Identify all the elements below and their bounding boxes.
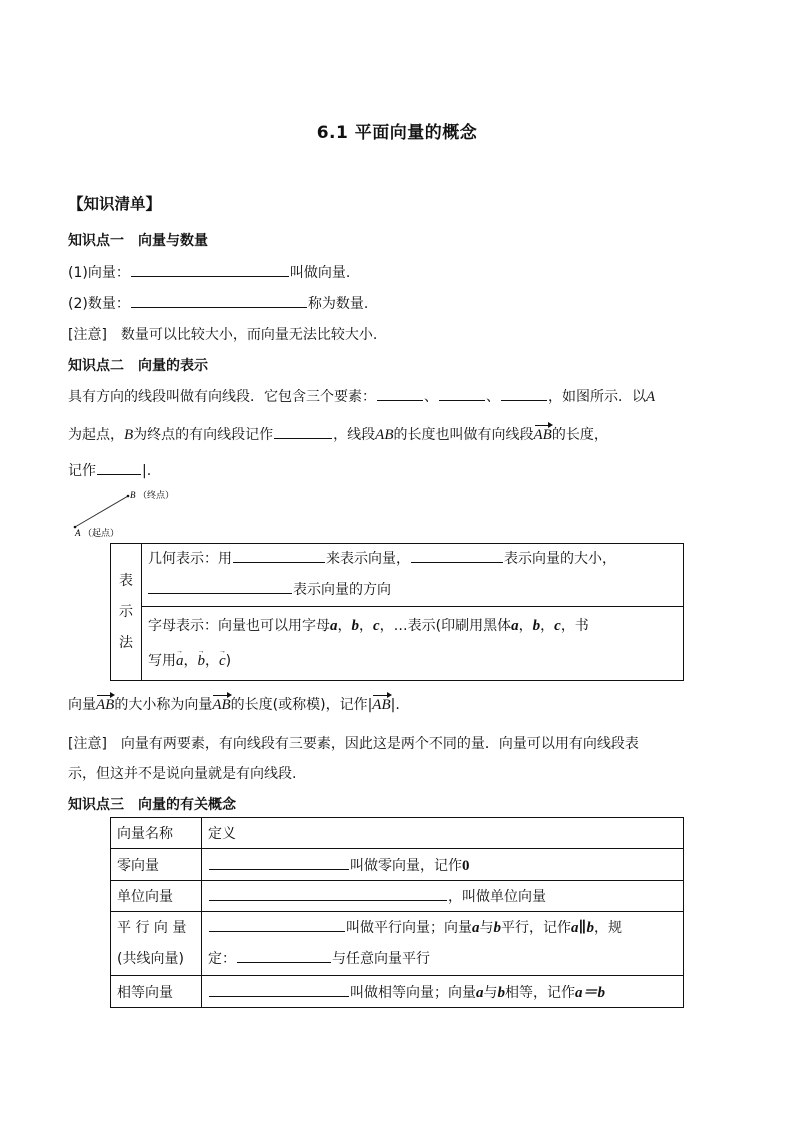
table-row <box>111 849 684 881</box>
blank[interactable] <box>209 886 447 901</box>
page-title: 6.1 平面向量的概念 <box>316 123 478 143</box>
blank[interactable] <box>233 548 325 563</box>
segment-ab <box>75 496 128 527</box>
zero-vector-def: 叫做零向量，记作0 <box>202 849 684 881</box>
blank[interactable] <box>274 424 332 439</box>
blank[interactable] <box>411 548 503 563</box>
equal-vector-name: 相等向量 <box>111 976 202 1008</box>
blank[interactable] <box>148 579 292 594</box>
kp2-para3: 记作 |. <box>68 460 151 480</box>
kp1-line1: (1)向量： 叫做向量. <box>68 262 350 282</box>
equal-vector-def: 叫做相等向量；向量a与b相等，记作a＝b <box>202 976 684 1008</box>
zero-vector-name: 零向量 <box>111 849 202 881</box>
kp2-note-line2: 示，但这并不是说向量就是有向线段. <box>68 766 297 782</box>
diagram-label-b: B <box>130 490 136 500</box>
table-row <box>111 912 684 976</box>
kp2-modulus-line: 向量AB的大小称为向量AB的长度(或称模)，记作|AB|. <box>68 697 400 713</box>
blank[interactable] <box>131 293 307 308</box>
method-label-cell: 表示法 <box>111 544 142 681</box>
blank[interactable] <box>501 386 547 401</box>
point-b <box>127 495 130 498</box>
kp1-line2: (2)数量： 称为数量. <box>68 293 368 313</box>
kp2-heading: 知识点二 向量的表示 <box>68 358 208 374</box>
diagram-label-a: A <box>75 528 81 538</box>
blank[interactable] <box>97 460 141 475</box>
unit-vector-name: 单位向量 <box>111 881 202 912</box>
diagram-label-start: （起点） <box>83 529 120 539</box>
parallel-vector-def: 叫做平行向量；向量a与b平行，记作a∥b，规 定： 与任意向量平行 <box>202 912 684 976</box>
blank[interactable] <box>237 948 331 963</box>
section-heading: 【知识清单】 <box>68 195 162 213</box>
kp1-heading: 知识点一 向量与数量 <box>68 233 208 249</box>
header-name: 向量名称 <box>111 818 202 849</box>
table-row <box>111 976 684 1008</box>
diagram-label-end: （终点） <box>138 491 175 501</box>
blank[interactable] <box>439 386 485 401</box>
representation-table <box>110 543 684 681</box>
kp2-para1: 具有方向的线段叫做有向线段．它包含三个要素： 、 、 ，如图所示．以A <box>68 386 655 406</box>
header-definition: 定义 <box>202 818 684 849</box>
table-row <box>111 881 684 912</box>
directed-segment-diagram <box>66 486 196 542</box>
kp3-heading: 知识点三 向量的有关概念 <box>68 797 236 813</box>
kp2-note-line1: [注意] 向量有两要素，有向线段有三要素，因此这是两个不同的量．向量可以用有向线段表 <box>68 736 639 752</box>
blank[interactable] <box>209 982 349 997</box>
blank[interactable] <box>377 386 423 401</box>
vector-concepts-table <box>110 817 684 1008</box>
blank[interactable] <box>209 855 349 870</box>
parallel-vector-name: 平 行 向 量 (共线向量) <box>111 912 202 976</box>
unit-vector-def: ，叫做单位向量 <box>202 881 684 912</box>
blank[interactable] <box>209 917 345 932</box>
kp2-para2: 为起点，B为终点的有向线段记作 ，线段AB的长度也叫做有向线段AB的长度， <box>68 424 608 444</box>
kp1-note: [注意] 数量可以比较大小，而向量无法比较大小. <box>68 327 378 343</box>
letter-representation-cell: 字母表示：向量也可以用字母a，b，c，…表示(印刷用黑体a，b，c，书 写用→ a，→ b，→ c) <box>142 607 684 681</box>
blank[interactable] <box>131 262 289 277</box>
geometric-representation-cell: 几何表示：用 来表示向量， 表示向量的大小， 表示向量的方向 <box>142 544 684 607</box>
